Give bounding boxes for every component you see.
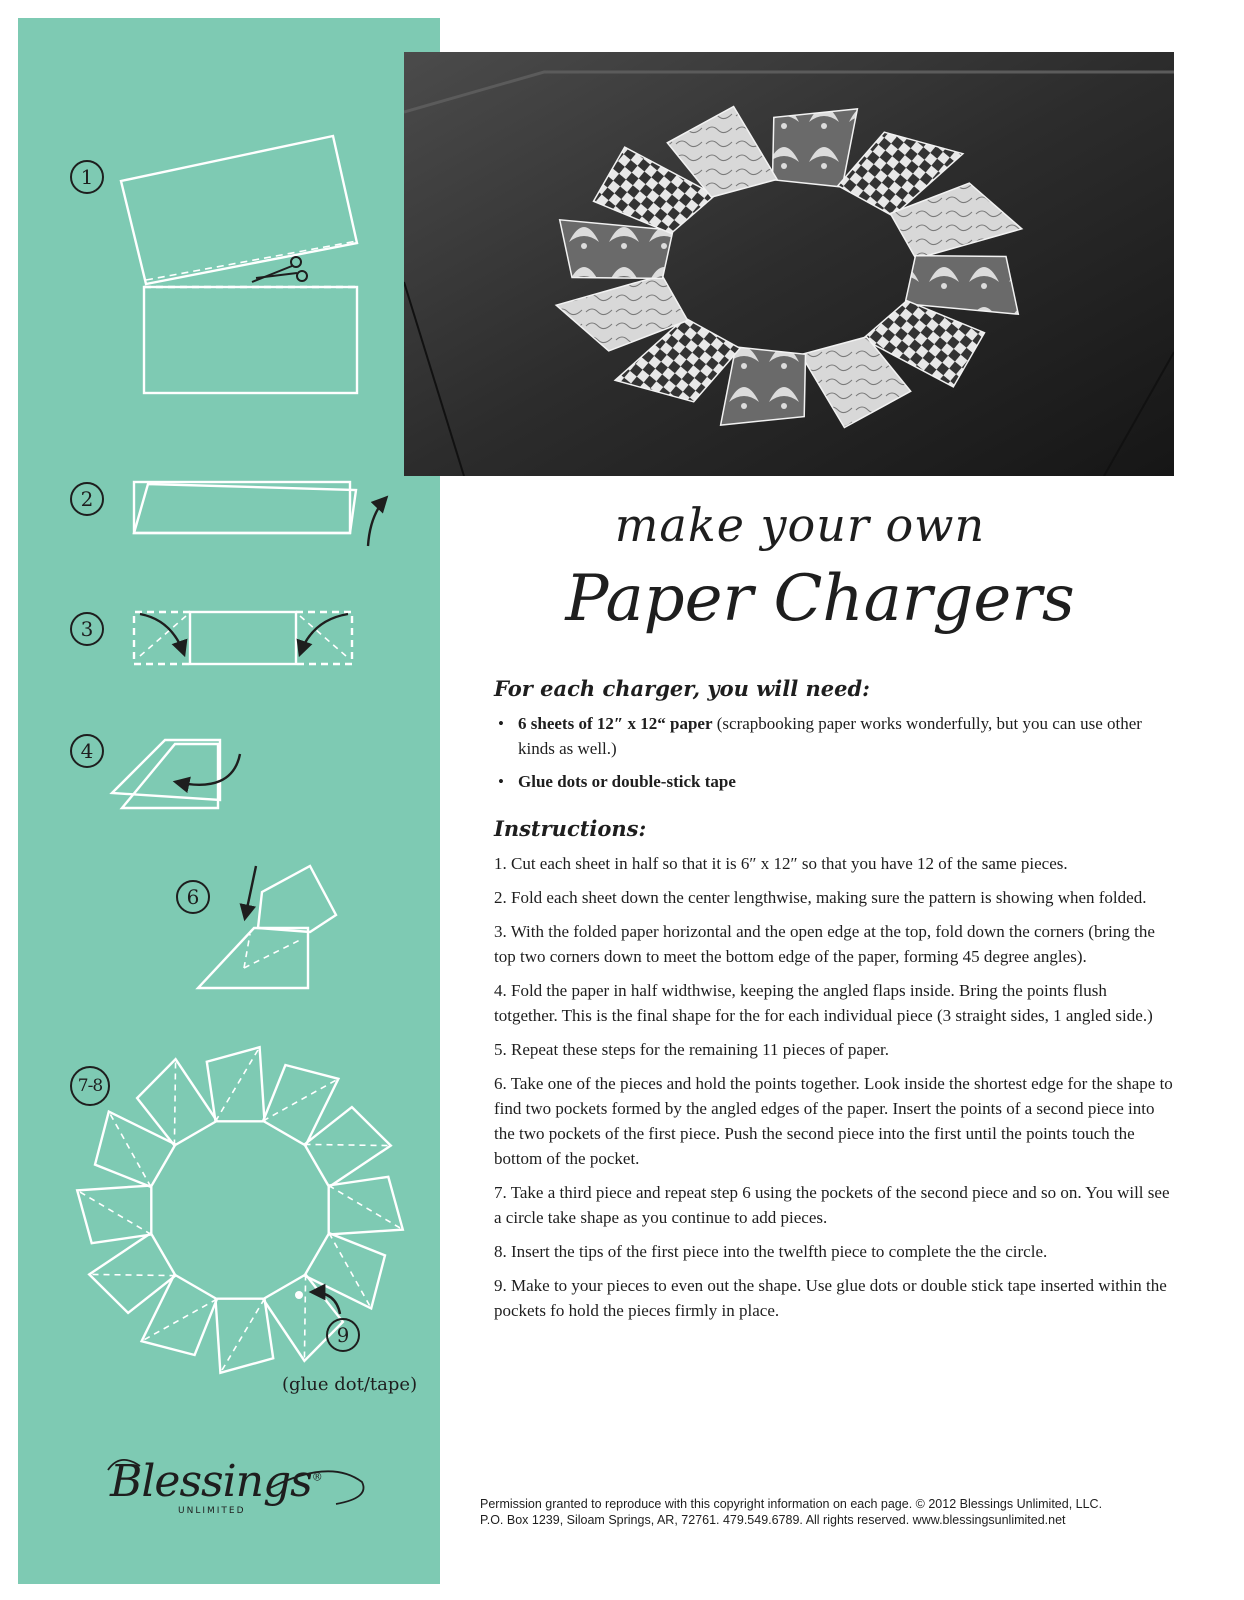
materials-item: • 6 sheets of 12″ x 12“ paper (scrapbooking paper works wonderfully, but you can use other kinds as well.): [494, 711, 1174, 761]
wreath-piece: [207, 1047, 265, 1121]
materials-item: • Glue dots or double-stick tape: [494, 769, 1174, 794]
wreath-piece: [77, 1186, 151, 1244]
photo-paper-piece: [773, 109, 858, 187]
wreath-fold-line: [174, 1059, 175, 1145]
materials-heading: For each charger, you will need:: [494, 676, 870, 701]
footer-line: Permission granted to reproduce with this copyright information on each page. © 2012 Blessings Unlimited, LLC.: [480, 1497, 1103, 1511]
glue-dot-marker: [295, 1291, 303, 1299]
instruction-step: 7. Take a third piece and repeat step 6 using the pockets of the second piece and so on. You will see a circle take shape as you continue to add pieces.: [494, 1183, 1170, 1227]
wreath-piece: [142, 1275, 217, 1356]
photo-paper-piece: [721, 347, 806, 425]
fold-arrows: [140, 498, 386, 1314]
step-number-9: 9: [326, 1318, 360, 1352]
wreath-piece: [305, 1233, 386, 1308]
blessings-unlimited-logo: [100, 1448, 370, 1528]
instruction-step: 9. Make to your pieces to even out the shape. Use glue dots or double stick tape inserted within the pockets fo hold the pieces firmly in place.: [494, 1276, 1167, 1320]
instruction-step: 5. Repeat these steps for the remaining 11 pieces of paper.: [494, 1040, 889, 1059]
instruction-steps: [494, 851, 1174, 1323]
paper-charger-photo: [404, 52, 1174, 476]
instruction-step: 6. Take one of the pieces and hold the points together. Look inside the shortest edge for the shape to find two pockets formed by the angled edges of the paper. Insert the points of a second piece into the two pockets of the first piece. Push the second piece into the first until the points touch the bottom of the pocket.: [494, 1074, 1173, 1168]
instructions-content: [494, 676, 1174, 1332]
wreath-piece: [95, 1112, 176, 1187]
step4-diagram: [112, 740, 220, 808]
brand-name: Blessings®: [110, 1456, 322, 1507]
step-number-3: 3: [70, 612, 104, 646]
title-make-your-own: make your own: [614, 498, 986, 552]
fold-diagrams: [0, 0, 440, 1600]
step-number-2: 2: [70, 482, 104, 516]
step-number-1: 1: [70, 160, 104, 194]
wreath-piece: [329, 1177, 403, 1235]
instruction-step: 3. With the folded paper horizontal and the open edge at the top, fold down the corners (bring the top two corners down to meet the bottom edge of the paper, forming 45 degree angles).: [494, 922, 1155, 966]
step6-diagram: [198, 866, 336, 988]
wreath-piece: [216, 1299, 274, 1373]
footer-line: P.O. Box 1239, Siloam Springs, AR, 72761. 479.549.6789. All rights reserved. www.blessingsunlimited.net: [480, 1513, 1066, 1527]
title-paper-chargers: Paper Chargers: [565, 562, 1075, 636]
copyright-footer: [480, 1496, 1180, 1528]
brand-tagline: UNLIMITED: [178, 1506, 246, 1516]
wreath-piece: [263, 1065, 338, 1146]
photo-paper-piece: [905, 256, 1018, 315]
instructions-heading: Instructions:: [494, 816, 647, 841]
wreath-fold-line: [304, 1275, 305, 1361]
instruction-step: 2. Fold each sheet down the center lengthwise, making sure the pattern is showing when folded.: [494, 888, 1147, 907]
wreath-fold-line: [89, 1274, 175, 1275]
instruction-step: 4. Fold the paper in half widthwise, keeping the angled flaps inside. Bring the points flush totgether. This is the final shape for the for each individual piece (3 straight sides, 1 angled side.): [494, 981, 1153, 1025]
step2-diagram: [134, 482, 356, 533]
photo-paper-piece: [560, 220, 673, 279]
step-number-6: 6: [176, 880, 210, 914]
step-number-7-8: 7-8: [70, 1066, 110, 1106]
materials-list: [494, 711, 1174, 794]
glue-dot-caption: (glue dot/tape): [282, 1374, 418, 1395]
step3-diagram: [134, 612, 352, 664]
wreath-fold-line: [305, 1144, 391, 1145]
instruction-step: 1. Cut each sheet in half so that it is 6″ x 12″ so that you have 12 of the same pieces.: [494, 854, 1068, 873]
step1-diagram: [121, 136, 357, 393]
step-number-4: 4: [70, 734, 104, 768]
instruction-step: 8. Insert the tips of the first piece into the twelfth piece to complete the the circle.: [494, 1242, 1048, 1261]
